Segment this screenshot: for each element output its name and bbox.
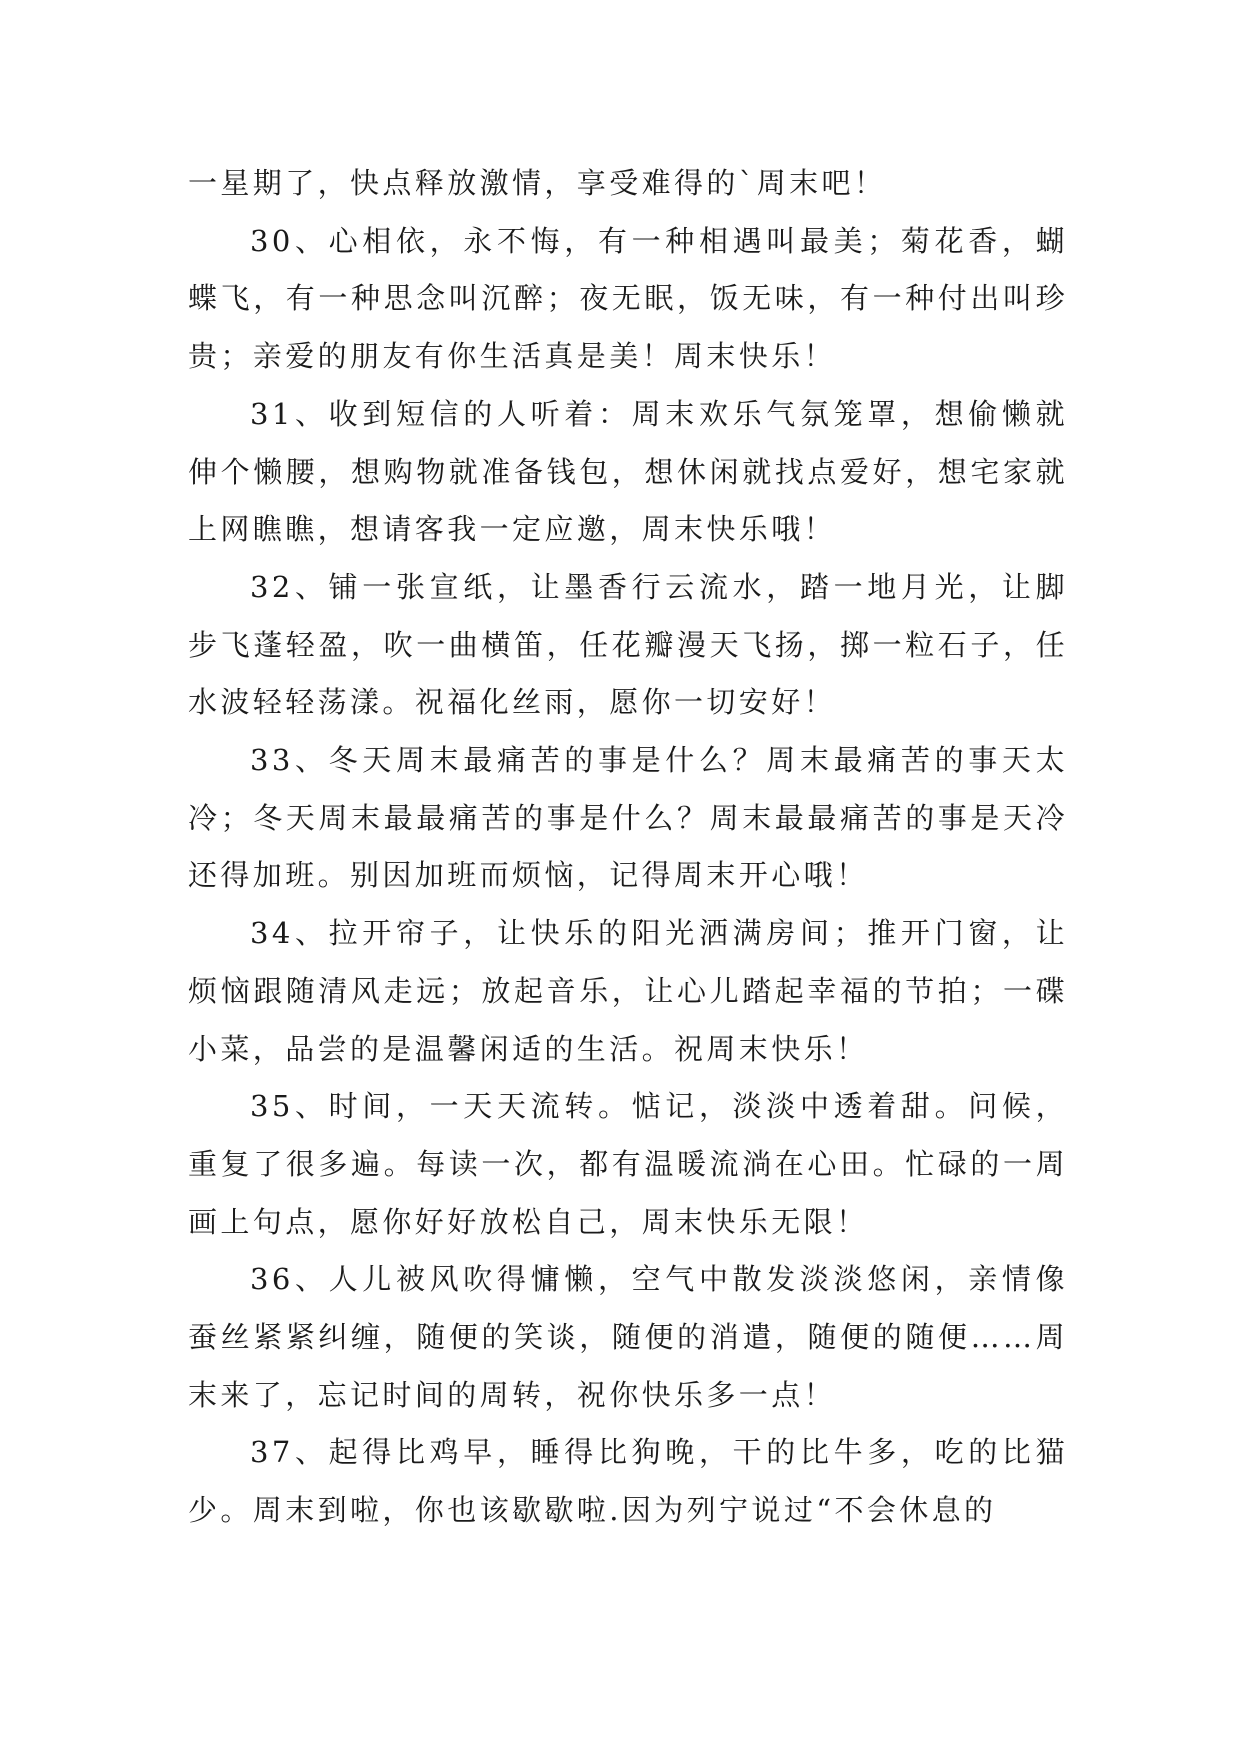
paragraph-35: 35、时间，一天天流转。惦记，淡淡中透着甜。问候，重复了很多遍。每读一次，都有温暖流淌在心田。忙碌的一周画上句点，愿你好好放松自己，周末快乐无限！ xyxy=(188,1089,1068,1239)
paragraph-37: 37、起得比鸡早，睡得比狗晚，干的比牛多，吃的比猫少。周末到啦，你也该歇歇啦.因为列宁说过“不会休息的 xyxy=(188,1435,1068,1528)
paragraph-30: 30、心相依，永不悔，有一种相遇叫最美；菊花香，蝴蝶飞，有一种思念叫沉醉；夜无眠，饭无味，有一种付出叫珍贵；亲爱的朋友有你生活真是美！周末快乐！ xyxy=(188,223,1068,374)
paragraph-32: 32、铺一张宣纸，让墨香行云流水，踏一地月光，让脚步飞蓬轻盈，吹一曲横笛，任花瓣漫天飞扬，掷一粒石子，任水波轻轻荡漾。祝福化丝雨，愿你一切安好！ xyxy=(188,569,1068,720)
document-body xyxy=(188,155,1068,1540)
paragraph-36: 36、人儿被风吹得慵懒，空气中散发淡淡悠闲，亲情像蚕丝紧紧纠缠，随便的笑谈，随便的消遣，随便的随便……周末来了，忘记时间的周转，祝你快乐多一点！ xyxy=(188,1262,1068,1412)
paragraph-31: 31、收到短信的人听着：周末欢乐气氛笼罩，想偷懒就伸个懒腰，想购物就准备钱包，想休闲就找点爱好，想宅家就上网瞧瞧，想请客我一定应邀，周末快乐哦！ xyxy=(188,396,1068,547)
paragraph-34: 34、拉开帘子，让快乐的阳光洒满房间；推开门窗，让烦恼跟随清风走远；放起音乐，让心儿踏起幸福的节拍；一碟小菜，品尝的是温馨闲适的生活。祝周末快乐！ xyxy=(188,916,1068,1066)
paragraph-33: 33、冬天周末最痛苦的事是什么？周末最痛苦的事天太冷；冬天周末最最痛苦的事是什么？周末最最痛苦的事是天冷还得加班。别因加班而烦恼，记得周末开心哦！ xyxy=(188,743,1068,893)
paragraph-continuation: 一星期了，快点释放激情，享受难得的`周末吧！ xyxy=(188,166,887,200)
